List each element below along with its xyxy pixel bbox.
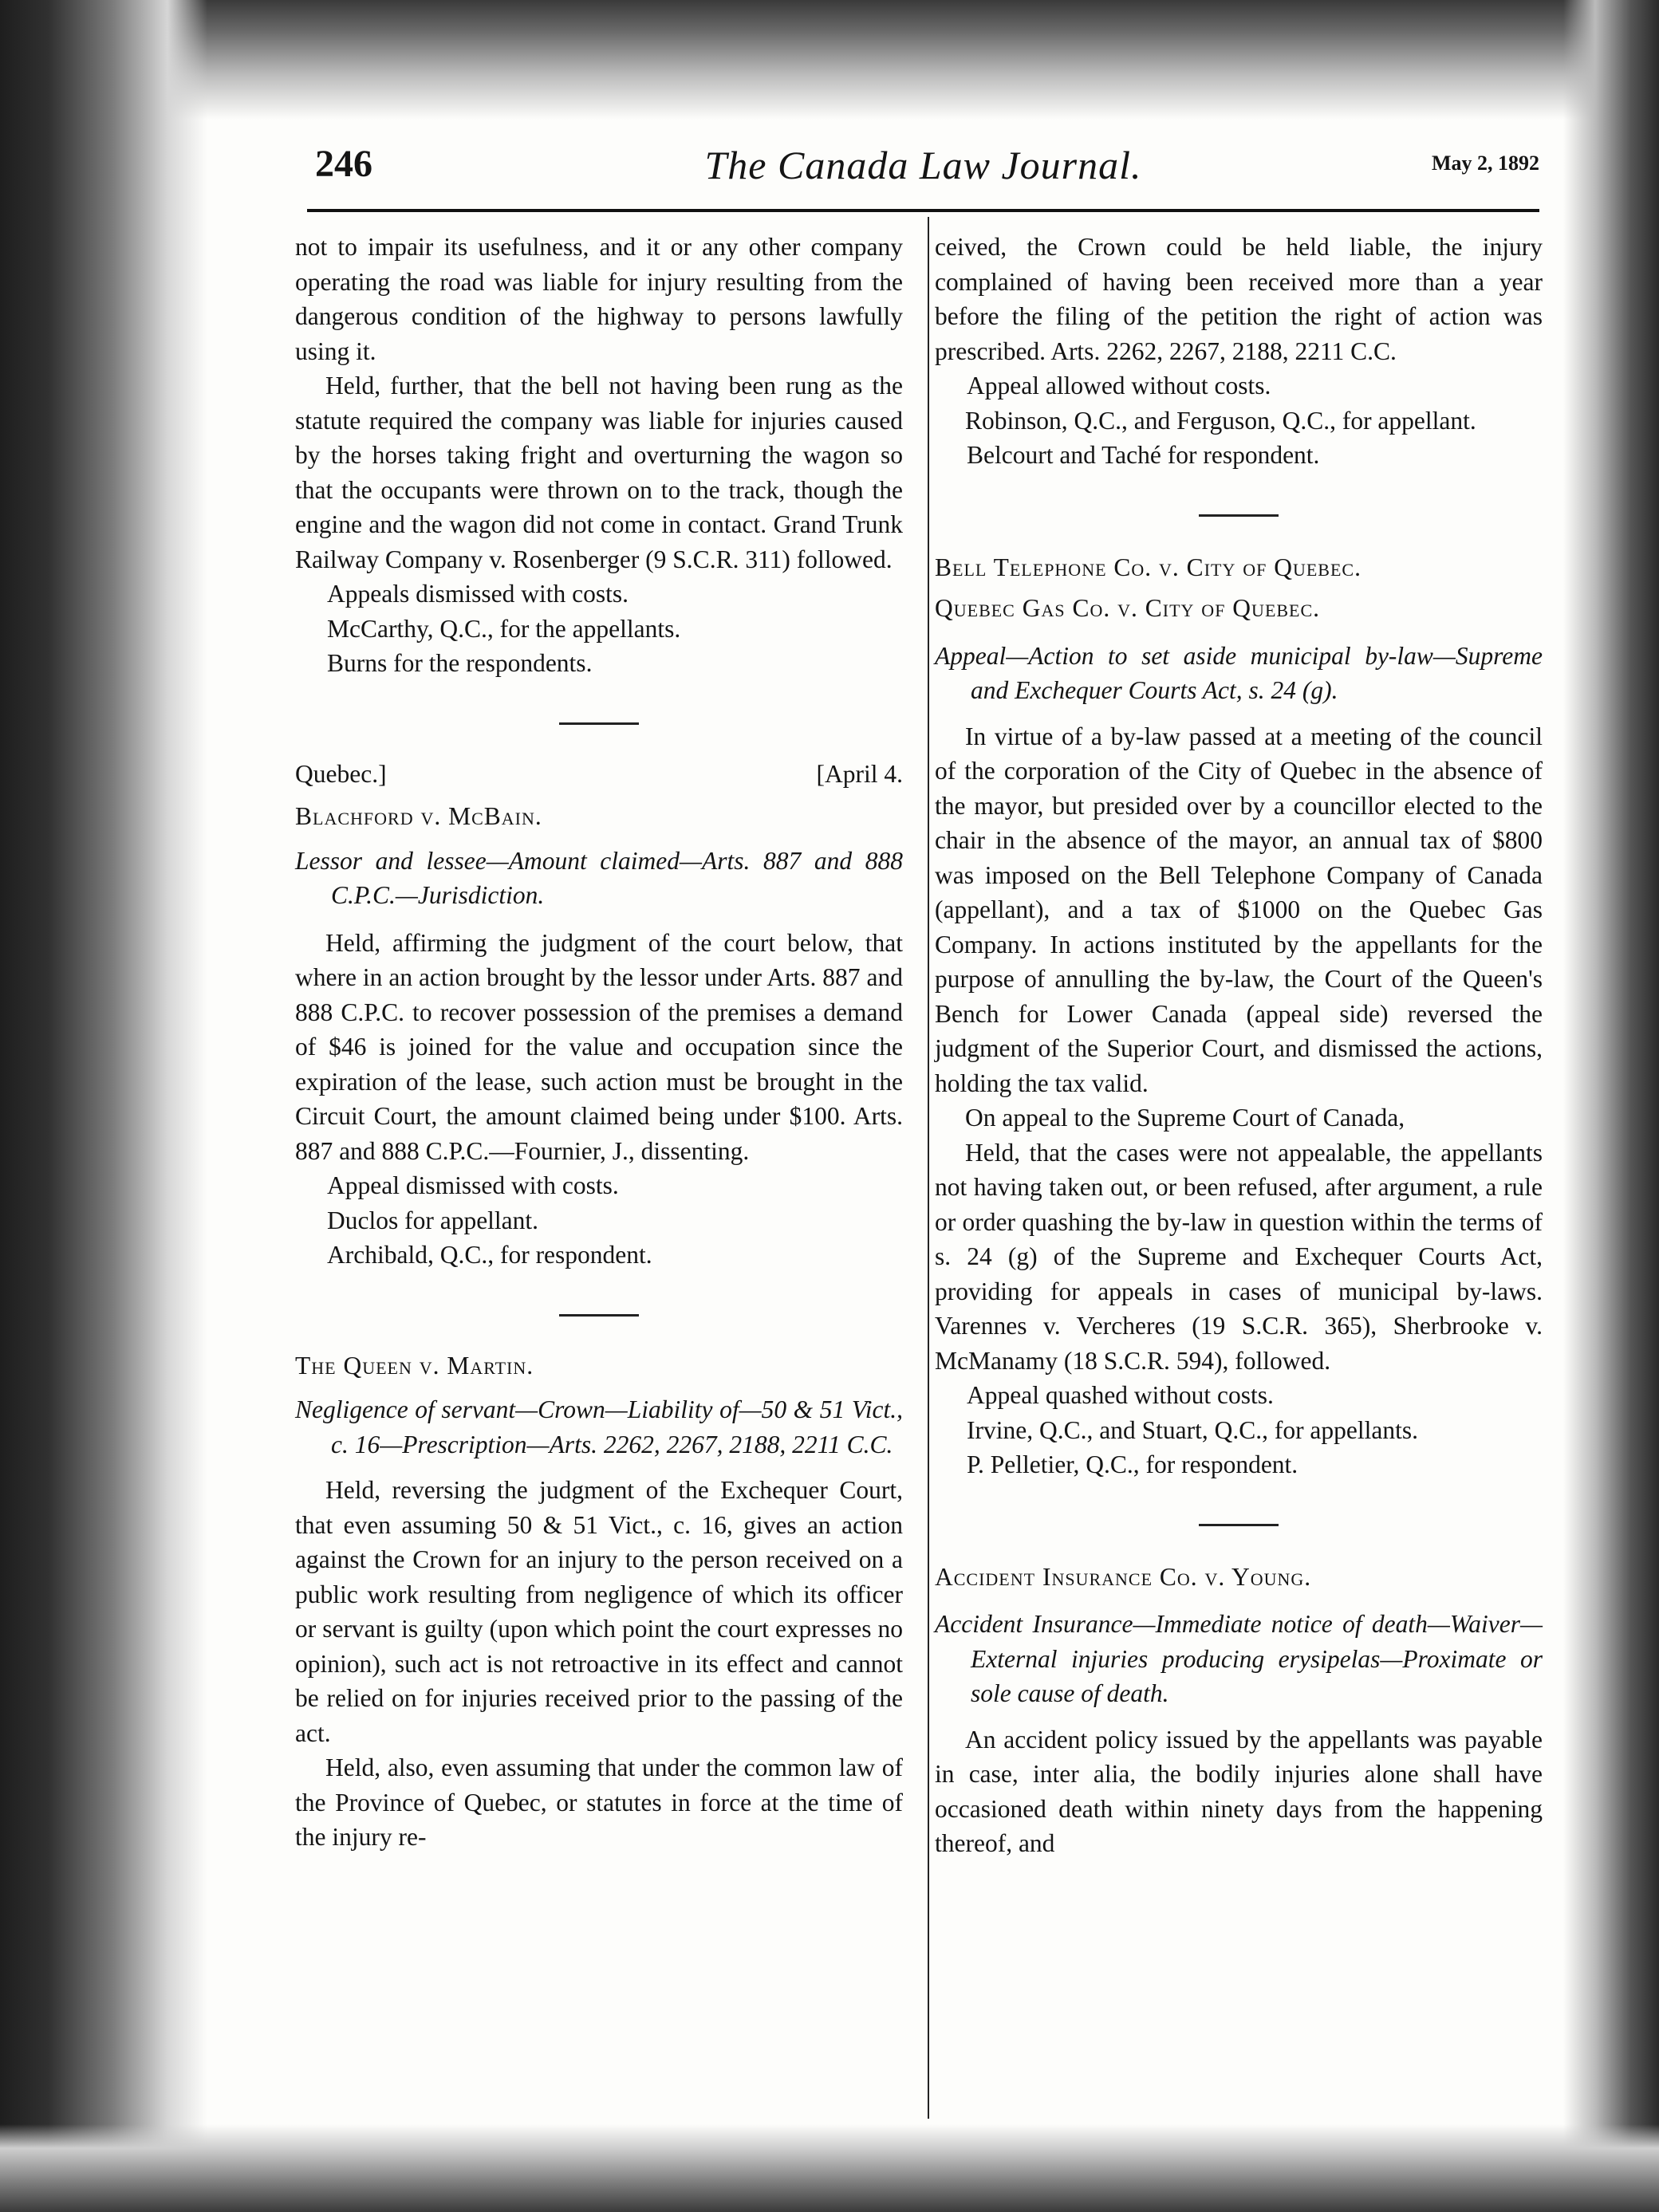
header-rule — [307, 209, 1539, 212]
case-headnote: Negligence of servant—Crown—Liability of—50 & 51 Vict., c. 16—Prescription—Arts. 2262, 2267, 2188, 2211 C.C. — [295, 1395, 903, 1458]
case-body: Held, also, even assuming that under the common law of the Province of Quebec, or statutes in force at the time of the injury re- — [295, 1753, 903, 1851]
case-title: Blachford v. McBain. — [295, 802, 542, 830]
section-separator — [1199, 1524, 1279, 1526]
case-date: [April 4. — [816, 759, 903, 788]
counsel-line: Irvine, Q.C., and Stuart, Q.C., for appellants. — [967, 1415, 1419, 1444]
continuation-paragraph: ceived, the Crown could be held liable, the injury complained of having been received more than a year before the filing of the petition the right of action was prescribed. Arts. 2262, 2267, 2188, 2211 C.C. — [935, 233, 1543, 365]
counsel-line: P. Pelletier, Q.C., for respondent. — [967, 1450, 1298, 1478]
case-title: Quebec Gas Co. v. City of Quebec. — [935, 594, 1321, 622]
case-title: Bell Telephone Co. v. City of Quebec. — [935, 553, 1361, 581]
disposition: Appeal dismissed with costs. — [327, 1171, 619, 1199]
case-body: On appeal to the Supreme Court of Canada, — [965, 1104, 1405, 1132]
page-number: 246 — [315, 143, 372, 185]
right-column — [935, 230, 1543, 1861]
disposition: Appeal quashed without costs. — [967, 1381, 1274, 1409]
scan-edge-top — [0, 0, 1659, 120]
case-body: An accident policy issued by the appellants was payable in case, inter alia, the bodily injuries alone shall have occasioned death within ninety days from the happening thereof, and — [935, 1725, 1543, 1857]
case-headnote: Accident Insurance—Immediate notice of death—Waiver—External injuries producing erysipelas—Proximate or sole cause of death. — [935, 1610, 1543, 1707]
case-body: Held, that the cases were not appealable, the appellants not having taken out, or been refused, after argument, a rule or order quashing the by-law in question within the terms of s. 24 (g) of the Supreme and Exchequer Courts Act, providing for appeals in cases of municipal by-laws. Varennes v. Vercheres (19 S.C.R. 365), Sherbrooke v. McManamy (18 S.C.R. 594), followed. — [935, 1138, 1543, 1375]
counsel-line: Robinson, Q.C., and Ferguson, Q.C., for appellant. — [965, 406, 1476, 435]
counsel-line: Belcourt and Taché for respondent. — [967, 441, 1320, 469]
case-body: Held, affirming the judgment of the court below, that where in an action brought by the lessor under Arts. 887 and 888 C.P.C. to recover possession of the premises a demand of $46 is joined for the value and occupation since the expiration of the lease, such action must be brought in the Circuit Court, the amount claimed being under $100. Arts. 887 and 888 C.P.C.—Fournier, J., dissenting. — [295, 928, 903, 1165]
issue-date: May 2, 1892 — [1431, 152, 1539, 175]
case-body: Held, reversing the judgment of the Exchequer Court, that even assuming 50 & 51 Vict., c. 16, gives an action against the Crown for an injury to the person received on a public work resulting from negligence of which its officer or servant is guilty (upon which point the court expresses no opinion), such act is not retroactive in its effect and cannot be relied on for injuries received prior to the passing of the act. — [295, 1476, 903, 1747]
section-separator — [559, 722, 639, 725]
opening-paragraph: not to impair its usefulness, and it or any other company operating the road was liable for injury resulting from the dangerous condition of the highway to persons lawfully using it. — [295, 233, 903, 365]
scan-edge-left — [0, 0, 207, 2212]
counsel-line: Archibald, Q.C., for respondent. — [327, 1241, 652, 1269]
column-divider — [928, 217, 929, 2119]
counsel-line: McCarthy, Q.C., for the appellants. — [327, 614, 681, 643]
case-province: Quebec.] — [295, 759, 387, 788]
disposition: Appeals dismissed with costs. — [327, 580, 629, 608]
held-further-paragraph: Held, further, that the bell not having been rung as the statute required the company was liable for injuries caused by the horses taking fright and overturning the wagon so that the occupants were thrown on to the track, though the engine and the wagon did not come in contact. Grand Trunk Railway Company v. Rosenberger (9 S.C.R. 311) followed. — [295, 372, 903, 573]
journal-title: The Canada Law Journal. — [704, 143, 1142, 187]
case-court-line — [295, 757, 903, 792]
section-separator — [1199, 514, 1279, 517]
scan-edge-bottom — [0, 2124, 1659, 2212]
counsel-line: Duclos for appellant. — [327, 1206, 539, 1234]
case-body: In virtue of a by-law passed at a meeting of the council of the corporation of the City of Quebec in the absence of the mayor, but presided over by a councillor elected to the chair in the absence of the mayor, an annual tax of $800 was imposed on the Bell Telephone Company of Canada (appellant), and a tax of $1000 on the Quebec Gas Company. In actions instituted by the appellants for the purpose of annulling the by-law, the Court of the Queen's Bench for Lower Canada (appeal side) reversed the judgment of the Superior Court, and dismissed the actions, holding the tax valid. — [935, 722, 1543, 1097]
case-headnote: Appeal—Action to set aside municipal by-law—Supreme and Exchequer Courts Act, s. 24 (g). — [935, 641, 1543, 704]
disposition: Appeal allowed without costs. — [967, 372, 1271, 399]
section-separator — [559, 1314, 639, 1317]
case-title: Accident Insurance Co. v. Young. — [935, 1562, 1312, 1591]
counsel-line: Burns for the respondents. — [327, 649, 593, 677]
case-title: The Queen v. Martin. — [295, 1351, 534, 1380]
left-column — [295, 230, 903, 1855]
case-headnote: Lessor and lessee—Amount claimed—Arts. 887 and 888 C.P.C.—Jurisdiction. — [295, 846, 903, 909]
scan-edge-right — [1563, 0, 1659, 2212]
page-header — [307, 142, 1539, 198]
